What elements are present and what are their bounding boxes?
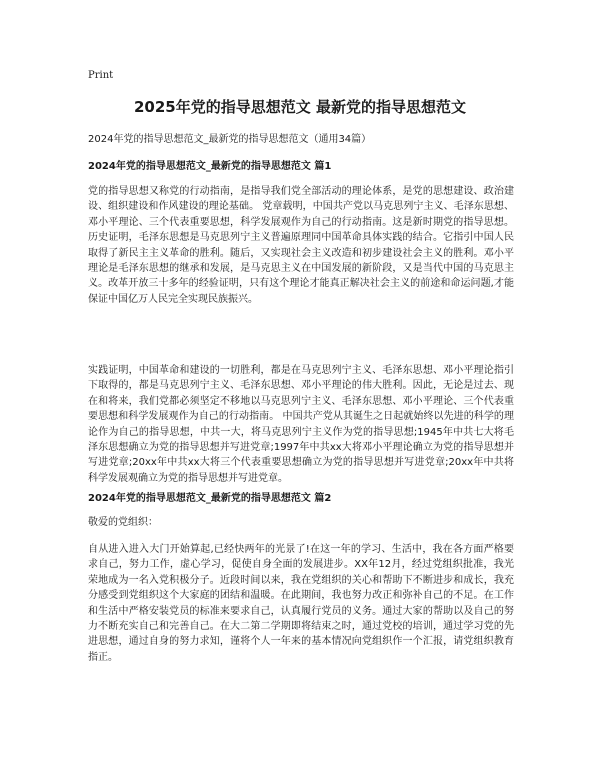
print-label[interactable]: Print <box>88 70 114 81</box>
section-1-paragraph-2: 实践证明，中国革命和建设的一切胜利，都是在马克思列宁主义、毛泽东思想、邓小平理论指引下取得的，都是马克思列宁主义、毛泽东思想、邓小平理论的伟大胜利。因此，无论是过去、现在和将来，我们党都必须坚定不移地以马克思列宁主义、毛泽东思想、邓小平理论、三个代表重要思想和科学发展观作为自己的行动指南。 中国共产党从其诞生之日起就始终以先进的科学的理论作为自己的指导思想，中共一大，将马克思列宁主义作为党的指导思想;1945年中共七大将毛泽东思想确立为党的指导思想并写进党章;1997年中共xx大将邓小平理论确立为党的指导思想并写进党章;20xx年中共xx大将三个代表重要思想确立为党的指导思想并写进党章;20xx年中共将科学发展观确立为党的指导思想并写进党章。 <box>88 365 514 484</box>
section-2-salutation: 敬爱的党组织： <box>88 517 158 528</box>
document-subtitle: 2024年党的指导思想范文_最新党的指导思想范文（通用34篇） <box>88 134 372 145</box>
section-1-paragraph-1: 党的指导思想又称党的行动指南，是指导我们党全部活动的理论体系，是党的思想建设、政治建设、组织建设和作风建设的理论基础。 党章载明，中国共产党以马克思列宁主义、毛泽东思想、邓小平理论、三个代表重要思想，科学发展观作为自己的行动指南。这是新时期党的指导思想。 历史证明，毛泽东思想是马克思列宁主义普遍原理同中国革命具体实践的结合。它指引中国人民取得了新民主主义革命的胜利。随后，又实现社会主义改造和初步建设社会主义的胜利。邓小平理论是毛泽东思想的继承和发展，是马克思主义在中国发展的新阶段，又是当代中国的马克思主义。改革开放三十多年的经验证明，只有这个理论才能真正解决社会主义的前途和命运问题,才能保证中国亿万人民完全实现民族振兴。 <box>88 186 514 305</box>
section-heading-2: 2024年党的指导思想范文_最新党的指导思想范文 篇2 <box>88 493 332 504</box>
page-title: 2025年党的指导思想范文 最新党的指导思想范文 <box>134 98 466 116</box>
section-2-paragraph-1: 自从进入进入大门开始算起,已经快两年的光景了!在这一年的学习、生活中，我在各方面严格要求自己，努力工作，虚心学习，促使自身全面的发展进步。XX年12月，经过党组织批准，我光荣地成为一名入党积极分子。近段时间以来，我在党组织的关心和帮助下不断进步和成长，我充分感受到党组织这个大家庭的团结和温暖。在此期间，我也努力改正和弥补自己的不足。在工作和生活中严格安装党员的标准来要求自己，认真履行党员的义务。通过大家的帮助以及自己的努力不断充实自己和完善自己。在大二第二学期即将结束之时，通过党校的培训，通过学习党的先进思想，通过自身的努力求知，谨将个人一年来的基本情况向党组织作一个汇报，请党组织教育指正。 <box>88 544 514 663</box>
section-heading-1: 2024年党的指导思想范文_最新党的指导思想范文 篇1 <box>88 161 332 172</box>
